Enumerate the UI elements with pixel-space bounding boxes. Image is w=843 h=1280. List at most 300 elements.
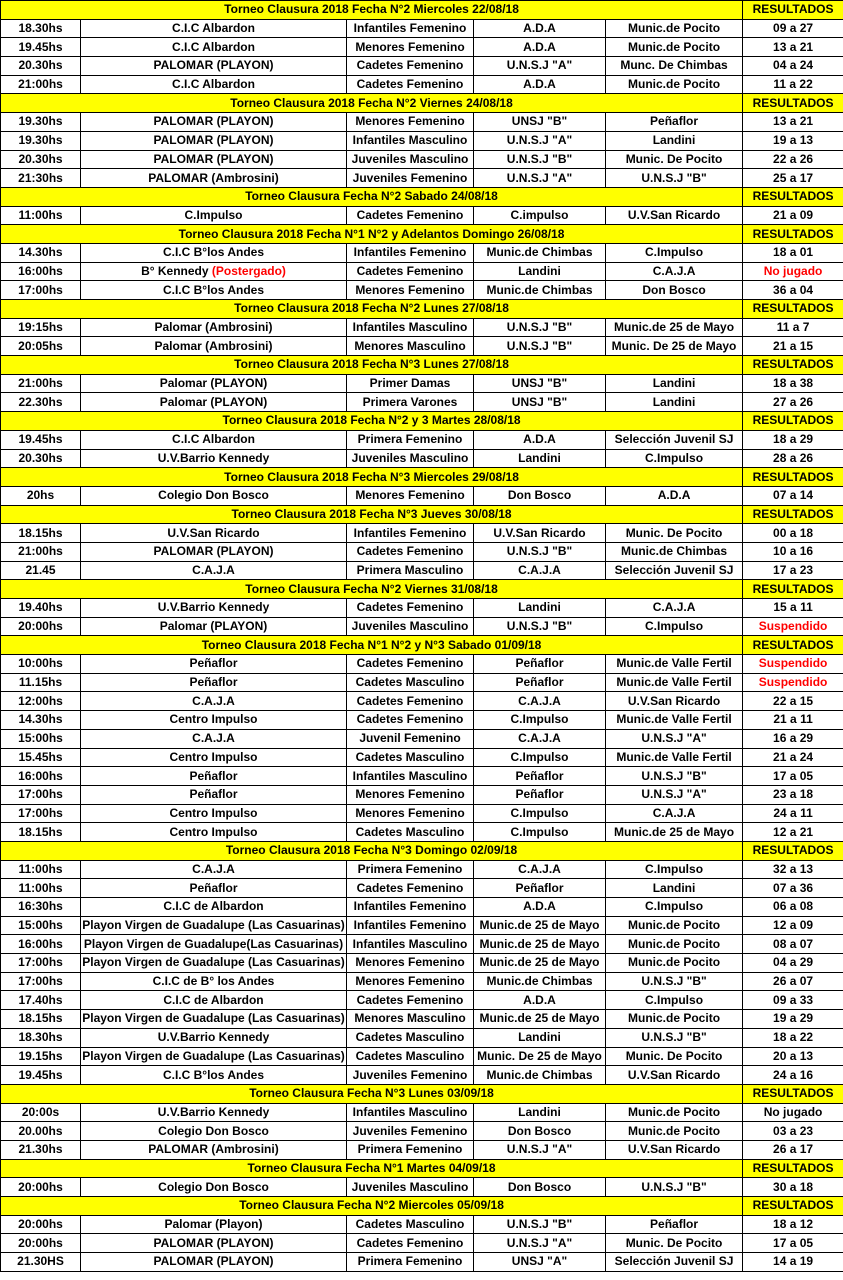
match-time: 11:00hs [1, 879, 81, 898]
match-row [1, 1253, 843, 1272]
home-team: Landini [474, 1103, 606, 1122]
match-result: 27 a 26 [743, 393, 843, 412]
match-category: Menores Masculino [347, 337, 474, 356]
match-time: 11.15hs [1, 673, 81, 692]
match-row [1, 804, 843, 823]
match-row [1, 1103, 843, 1122]
match-time: 22.30hs [1, 393, 81, 412]
match-result: 22 a 26 [743, 150, 843, 169]
home-team: C.A.J.A [474, 729, 606, 748]
away-team: C.Impulso [606, 617, 743, 636]
match-venue: Colegio Don Bosco [81, 1122, 347, 1141]
home-team: Munic.de Chimbas [474, 281, 606, 300]
match-time: 17:00hs [1, 972, 81, 991]
home-team: Landini [474, 262, 606, 281]
match-time: 17:00hs [1, 954, 81, 973]
match-time: 20:05hs [1, 337, 81, 356]
match-category: Juveniles Femenino [347, 169, 474, 188]
results-column-label: RESULTADOS [743, 225, 843, 244]
away-team: A.D.A [606, 486, 743, 505]
match-result: 14 a 19 [743, 1253, 843, 1272]
match-venue: PALOMAR (PLAYON) [81, 57, 347, 76]
match-time: 21:00hs [1, 374, 81, 393]
away-team: U.N.S.J "B" [606, 1178, 743, 1197]
match-result: 26 a 07 [743, 972, 843, 991]
match-time: 14.30hs [1, 243, 81, 262]
match-category: Infantiles Masculino [347, 935, 474, 954]
match-result: 17 a 05 [743, 767, 843, 786]
match-result: 18 a 22 [743, 1028, 843, 1047]
match-time: 17:00hs [1, 785, 81, 804]
match-result: 15 a 11 [743, 599, 843, 618]
results-column-label: RESULTADOS [743, 580, 843, 599]
match-time: 20.00hs [1, 1122, 81, 1141]
match-result: No jugado [743, 262, 843, 281]
fixture-table-body [1, 1, 843, 1272]
results-column-label: RESULTADOS [743, 505, 843, 524]
match-category: Primera Masculino [347, 561, 474, 580]
match-venue: Colegio Don Bosco [81, 1178, 347, 1197]
match-category: Juveniles Masculino [347, 449, 474, 468]
section-header [1, 1084, 843, 1103]
match-venue: Palomar (Ambrosini) [81, 318, 347, 337]
match-result: 06 a 08 [743, 898, 843, 917]
match-venue: Palomar (PLAYON) [81, 374, 347, 393]
match-time: 11:00hs [1, 206, 81, 225]
match-result: 21 a 15 [743, 337, 843, 356]
match-category: Primera Femenino [347, 430, 474, 449]
section-title: Torneo Clausura 2018 Fecha N°2 Viernes 24/08/18 [1, 94, 743, 113]
match-result: 07 a 14 [743, 486, 843, 505]
match-result: No jugado [743, 1103, 843, 1122]
match-result: 21 a 11 [743, 711, 843, 730]
venue-note: (Postergado) [211, 263, 286, 278]
match-category: Cadetes Femenino [347, 879, 474, 898]
home-team: UNSJ "B" [474, 113, 606, 132]
match-category: Infantiles Femenino [347, 19, 474, 38]
match-category: Cadetes Femenino [347, 542, 474, 561]
match-venue: PALOMAR (PLAYON) [81, 113, 347, 132]
match-time: 21.45 [1, 561, 81, 580]
match-result: 19 a 13 [743, 131, 843, 150]
match-result: 09 a 27 [743, 19, 843, 38]
results-column-label: RESULTADOS [743, 94, 843, 113]
away-team: C.A.J.A [606, 804, 743, 823]
match-venue: C.I.C de B° los Andes [81, 972, 347, 991]
away-team: Munic.de Pocito [606, 75, 743, 94]
results-column-label: RESULTADOS [743, 1084, 843, 1103]
match-venue: U.V.San Ricardo [81, 524, 347, 543]
home-team: Don Bosco [474, 486, 606, 505]
match-time: 16:00hs [1, 935, 81, 954]
away-team: Landini [606, 131, 743, 150]
away-team: Landini [606, 393, 743, 412]
home-team: C.Impulso [474, 804, 606, 823]
results-column-label: RESULTADOS [743, 1159, 843, 1178]
match-result: 18 a 12 [743, 1215, 843, 1234]
match-time: 11:00hs [1, 860, 81, 879]
match-time: 12:00hs [1, 692, 81, 711]
match-category: Primer Damas [347, 374, 474, 393]
match-venue: Colegio Don Bosco [81, 486, 347, 505]
away-team: Munic.de Pocito [606, 916, 743, 935]
match-time: 18.15hs [1, 823, 81, 842]
match-venue: U.V.Barrio Kennedy [81, 1103, 347, 1122]
match-time: 17.40hs [1, 991, 81, 1010]
match-result: 21 a 09 [743, 206, 843, 225]
match-category: Cadetes Femenino [347, 1234, 474, 1253]
match-row [1, 785, 843, 804]
home-team: C.A.J.A [474, 561, 606, 580]
match-category: Primera Varones [347, 393, 474, 412]
home-team: U.N.S.J "B" [474, 318, 606, 337]
section-header [1, 225, 843, 244]
match-category: Infantiles Masculino [347, 131, 474, 150]
away-team: Munic.de Pocito [606, 954, 743, 973]
match-venue: C.I.C B°los Andes [81, 243, 347, 262]
match-row [1, 542, 843, 561]
match-venue: C.Impulso [81, 206, 347, 225]
match-category: Cadetes Femenino [347, 206, 474, 225]
match-row [1, 599, 843, 618]
match-category: Menores Masculino [347, 1010, 474, 1029]
home-team: U.N.S.J "A" [474, 57, 606, 76]
home-team: U.N.S.J "B" [474, 542, 606, 561]
match-venue: C.I.C B°los Andes [81, 1066, 347, 1085]
section-title: Torneo Clausura 2018 Fecha N°2 Miercoles 22/08/18 [1, 1, 743, 20]
home-team: U.N.S.J "A" [474, 131, 606, 150]
match-category: Infantiles Femenino [347, 898, 474, 917]
match-venue: Playon Virgen de Guadalupe (Las Casuarinas) [81, 1010, 347, 1029]
match-venue: C.A.J.A [81, 692, 347, 711]
match-row [1, 1215, 843, 1234]
match-row [1, 1122, 843, 1141]
match-result: 24 a 16 [743, 1066, 843, 1085]
home-team: C.Impulso [474, 711, 606, 730]
match-result: 11 a 22 [743, 75, 843, 94]
away-team: U.V.San Ricardo [606, 206, 743, 225]
match-category: Menores Femenino [347, 785, 474, 804]
away-team: Munic.de Valle Fertil [606, 673, 743, 692]
match-result: Suspendido [743, 617, 843, 636]
section-header [1, 1, 843, 20]
match-row [1, 19, 843, 38]
results-column-label: RESULTADOS [743, 300, 843, 319]
match-time: 20:00hs [1, 1178, 81, 1197]
venue-name: B° Kennedy [141, 263, 209, 278]
home-team: Munic.de 25 de Mayo [474, 935, 606, 954]
match-row [1, 169, 843, 188]
match-row [1, 337, 843, 356]
match-row [1, 393, 843, 412]
away-team: Landini [606, 374, 743, 393]
away-team: Peñaflor [606, 1215, 743, 1234]
match-result: 16 a 29 [743, 729, 843, 748]
match-result: 18 a 01 [743, 243, 843, 262]
away-team: Munic.de Pocito [606, 1010, 743, 1029]
match-category: Menores Femenino [347, 954, 474, 973]
match-time: 20hs [1, 486, 81, 505]
match-row [1, 75, 843, 94]
match-row [1, 767, 843, 786]
match-row [1, 673, 843, 692]
match-venue: Peñaflor [81, 655, 347, 674]
match-row [1, 113, 843, 132]
match-row [1, 879, 843, 898]
match-row [1, 131, 843, 150]
away-team: Munic.de Pocito [606, 38, 743, 57]
match-time: 19.30hs [1, 131, 81, 150]
match-row [1, 262, 843, 281]
match-venue: PALOMAR (PLAYON) [81, 542, 347, 561]
match-row [1, 916, 843, 935]
match-category: Menores Femenino [347, 38, 474, 57]
home-team: Peñaflor [474, 673, 606, 692]
match-row [1, 1010, 843, 1029]
match-time: 19:15hs [1, 318, 81, 337]
section-title: Torneo Clausura Fecha N°2 Viernes 31/08/18 [1, 580, 743, 599]
match-time: 19.30hs [1, 113, 81, 132]
match-time: 19.45hs [1, 1066, 81, 1085]
match-row [1, 860, 843, 879]
match-time: 19.45hs [1, 38, 81, 57]
home-team: UNSJ "B" [474, 374, 606, 393]
match-venue: C.I.C Albardon [81, 38, 347, 57]
home-team: U.N.S.J "A" [474, 1234, 606, 1253]
section-header [1, 636, 843, 655]
away-team: Landini [606, 879, 743, 898]
match-row [1, 524, 843, 543]
home-team: A.D.A [474, 430, 606, 449]
match-venue: Centro Impulso [81, 711, 347, 730]
match-venue: C.I.C Albardon [81, 430, 347, 449]
home-team: C.Impulso [474, 823, 606, 842]
home-team: Munic.de 25 de Mayo [474, 916, 606, 935]
match-result: 13 a 21 [743, 38, 843, 57]
home-team: Landini [474, 449, 606, 468]
match-category: Cadetes Femenino [347, 262, 474, 281]
match-category: Cadetes Femenino [347, 991, 474, 1010]
away-team: U.N.S.J "A" [606, 785, 743, 804]
home-team: Munic.de Chimbas [474, 972, 606, 991]
match-venue: C.A.J.A [81, 860, 347, 879]
away-team: Munic.de 25 de Mayo [606, 823, 743, 842]
section-header [1, 187, 843, 206]
away-team: Peñaflor [606, 113, 743, 132]
match-result: 04 a 24 [743, 57, 843, 76]
match-row [1, 38, 843, 57]
section-header [1, 841, 843, 860]
match-time: 18.15hs [1, 524, 81, 543]
home-team: C.A.J.A [474, 692, 606, 711]
match-result: 30 a 18 [743, 1178, 843, 1197]
match-result: 17 a 05 [743, 1234, 843, 1253]
home-team: Munic.de 25 de Mayo [474, 1010, 606, 1029]
home-team: A.D.A [474, 38, 606, 57]
section-header [1, 412, 843, 431]
away-team: Munic. De Pocito [606, 1234, 743, 1253]
match-result: 18 a 29 [743, 430, 843, 449]
section-header [1, 94, 843, 113]
home-team: U.N.S.J "B" [474, 150, 606, 169]
match-venue: C.I.C de Albardon [81, 898, 347, 917]
match-result: 13 a 21 [743, 113, 843, 132]
home-team: Munic. De 25 de Mayo [474, 1047, 606, 1066]
match-category: Menores Femenino [347, 113, 474, 132]
section-title: Torneo Clausura 2018 Fecha N°3 Lunes 27/08/18 [1, 356, 743, 375]
match-category: Cadetes Femenino [347, 692, 474, 711]
match-result: 22 a 15 [743, 692, 843, 711]
match-time: 21.30hs [1, 1140, 81, 1159]
away-team: Munic. De Pocito [606, 524, 743, 543]
section-title: Torneo Clausura 2018 Fecha N°3 Miercoles 29/08/18 [1, 468, 743, 487]
away-team: Munic. De Pocito [606, 150, 743, 169]
away-team: Selección Juvenil SJ [606, 1253, 743, 1272]
match-result: 17 a 23 [743, 561, 843, 580]
match-row [1, 150, 843, 169]
match-time: 20:00s [1, 1103, 81, 1122]
home-team: A.D.A [474, 991, 606, 1010]
section-header [1, 1159, 843, 1178]
match-row [1, 449, 843, 468]
match-row [1, 748, 843, 767]
away-team: Munic.de Valle Fertil [606, 711, 743, 730]
match-time: 17:00hs [1, 804, 81, 823]
match-category: Cadetes Masculino [347, 748, 474, 767]
results-column-label: RESULTADOS [743, 1197, 843, 1216]
home-team: U.N.S.J "A" [474, 169, 606, 188]
match-category: Infantiles Masculino [347, 1103, 474, 1122]
match-venue: C.I.C Albardon [81, 75, 347, 94]
away-team: Munic. De Pocito [606, 1047, 743, 1066]
match-venue: C.I.C de Albardon [81, 991, 347, 1010]
home-team: Munic.de Chimbas [474, 1066, 606, 1085]
away-team: C.Impulso [606, 243, 743, 262]
away-team: Munic.de Valle Fertil [606, 748, 743, 767]
section-title: Torneo Clausura Fecha N°2 Sabado 24/08/18 [1, 187, 743, 206]
match-row [1, 954, 843, 973]
match-category: Juveniles Femenino [347, 1122, 474, 1141]
match-result: 03 a 23 [743, 1122, 843, 1141]
match-category: Infantiles Femenino [347, 916, 474, 935]
section-title: Torneo Clausura 2018 Fecha N°2 Lunes 27/08/18 [1, 300, 743, 319]
match-category: Juveniles Masculino [347, 150, 474, 169]
section-title: Torneo Clausura 2018 Fecha N°3 Jueves 30/08/18 [1, 505, 743, 524]
match-time: 20:00hs [1, 1234, 81, 1253]
match-category: Cadetes Masculino [347, 673, 474, 692]
section-header [1, 1197, 843, 1216]
match-row [1, 243, 843, 262]
match-result: 36 a 04 [743, 281, 843, 300]
match-result: 18 a 38 [743, 374, 843, 393]
match-row [1, 972, 843, 991]
match-result: 24 a 11 [743, 804, 843, 823]
match-category: Infantiles Femenino [347, 243, 474, 262]
results-column-label: RESULTADOS [743, 468, 843, 487]
match-time: 21:30hs [1, 169, 81, 188]
section-title: Torneo Clausura 2018 Fecha N°1 N°2 y N°3 Sabado 01/09/18 [1, 636, 743, 655]
match-venue: Playon Virgen de Guadalupe (Las Casuarinas) [81, 954, 347, 973]
match-venue: PALOMAR (PLAYON) [81, 1234, 347, 1253]
match-result: 04 a 29 [743, 954, 843, 973]
match-result: 00 a 18 [743, 524, 843, 543]
away-team: C.Impulso [606, 991, 743, 1010]
home-team: UNSJ "A" [474, 1253, 606, 1272]
match-venue [81, 262, 347, 281]
match-row [1, 1066, 843, 1085]
away-team: C.Impulso [606, 860, 743, 879]
match-time: 19.45hs [1, 430, 81, 449]
match-category: Cadetes Femenino [347, 655, 474, 674]
match-venue: Palomar (Ambrosini) [81, 337, 347, 356]
away-team: C.Impulso [606, 898, 743, 917]
results-column-label: RESULTADOS [743, 841, 843, 860]
away-team: Munic.de Pocito [606, 1122, 743, 1141]
home-team: C.A.J.A [474, 860, 606, 879]
match-venue: Playon Virgen de Guadalupe(Las Casuarinas) [81, 935, 347, 954]
match-venue: PALOMAR (Ambrosini) [81, 1140, 347, 1159]
match-time: 10:00hs [1, 655, 81, 674]
match-venue: Centro Impulso [81, 804, 347, 823]
match-venue: Peñaflor [81, 879, 347, 898]
match-result: 21 a 24 [743, 748, 843, 767]
match-venue: Palomar (PLAYON) [81, 617, 347, 636]
match-row [1, 692, 843, 711]
match-row [1, 1140, 843, 1159]
match-category: Menores Femenino [347, 486, 474, 505]
section-header [1, 300, 843, 319]
match-venue: PALOMAR (PLAYON) [81, 150, 347, 169]
home-team: U.N.S.J "B" [474, 1215, 606, 1234]
match-category: Cadetes Femenino [347, 711, 474, 730]
match-time: 15:00hs [1, 729, 81, 748]
match-venue: Playon Virgen de Guadalupe (Las Casuarinas) [81, 1047, 347, 1066]
match-row [1, 1047, 843, 1066]
away-team: Munic.de Pocito [606, 1103, 743, 1122]
match-time: 20.30hs [1, 57, 81, 76]
home-team: A.D.A [474, 75, 606, 94]
away-team: C.A.J.A [606, 599, 743, 618]
match-venue: Palomar (PLAYON) [81, 393, 347, 412]
match-venue: PALOMAR (PLAYON) [81, 131, 347, 150]
match-category: Cadetes Femenino [347, 599, 474, 618]
match-time: 14.30hs [1, 711, 81, 730]
match-time: 16:30hs [1, 898, 81, 917]
match-venue: PALOMAR (Ambrosini) [81, 169, 347, 188]
match-venue: U.V.Barrio Kennedy [81, 599, 347, 618]
away-team: Selección Juvenil SJ [606, 430, 743, 449]
match-result: 09 a 33 [743, 991, 843, 1010]
home-team: Peñaflor [474, 767, 606, 786]
match-venue: Peñaflor [81, 767, 347, 786]
match-venue: C.A.J.A [81, 561, 347, 580]
match-row [1, 617, 843, 636]
match-result: 11 a 7 [743, 318, 843, 337]
section-title: Torneo Clausura 2018 Fecha N°3 Domingo 02/09/18 [1, 841, 743, 860]
away-team: U.V.San Ricardo [606, 692, 743, 711]
section-title: Torneo Clausura Fecha N°3 Lunes 03/09/18 [1, 1084, 743, 1103]
match-result: 12 a 09 [743, 916, 843, 935]
match-row [1, 935, 843, 954]
match-result: 28 a 26 [743, 449, 843, 468]
match-time: 18.30hs [1, 19, 81, 38]
match-category: Menores Femenino [347, 281, 474, 300]
results-column-label: RESULTADOS [743, 187, 843, 206]
home-team: Munic.de Chimbas [474, 243, 606, 262]
match-venue: U.V.Barrio Kennedy [81, 449, 347, 468]
match-row [1, 1234, 843, 1253]
match-time: 15:00hs [1, 916, 81, 935]
